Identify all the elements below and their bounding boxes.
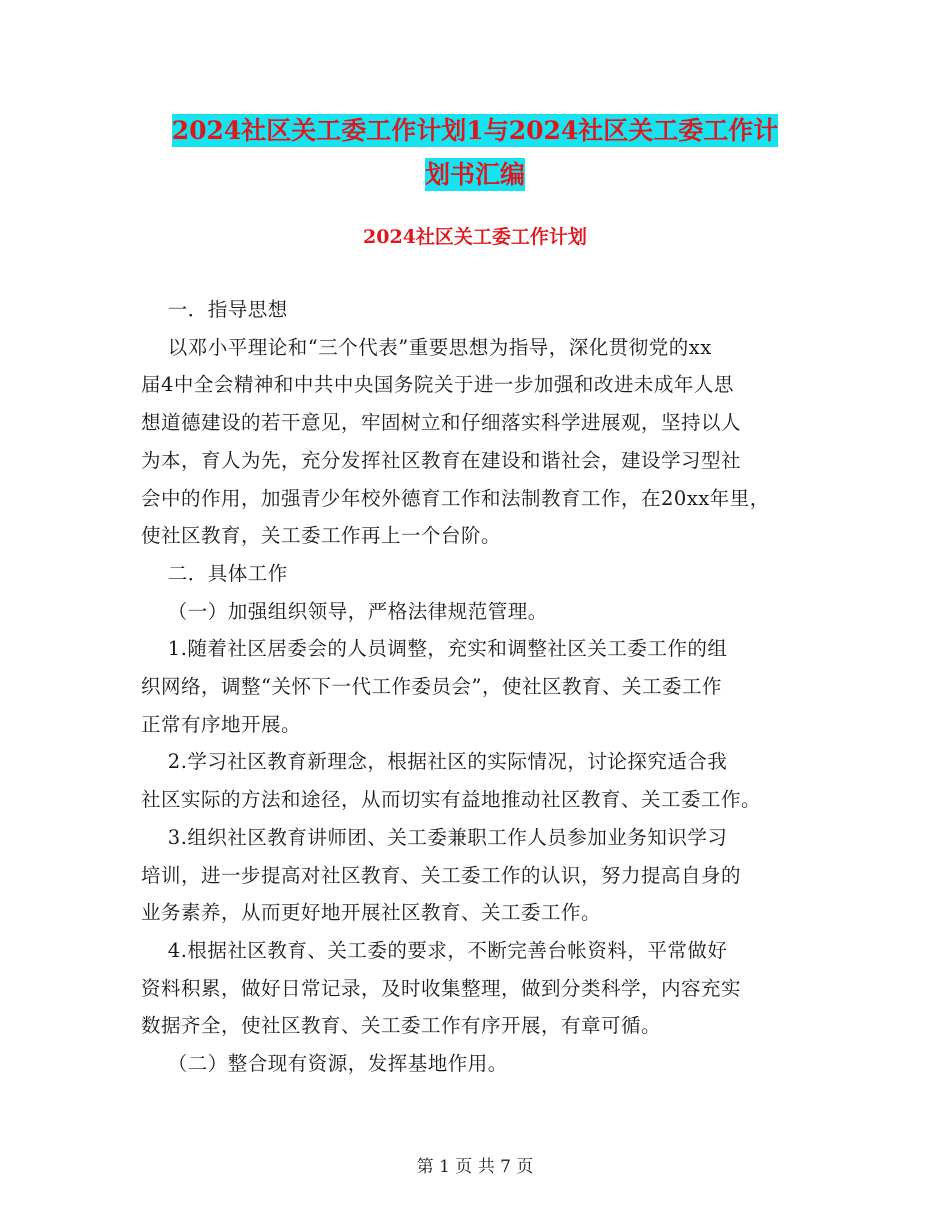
title-highlight: 划书汇编 — [424, 160, 525, 189]
body-line: 业务素养，从而更好地开展社区教育、关工委工作。 — [141, 901, 602, 925]
body-line: 培训，进一步提高对社区教育、关工委工作的认识，努力提高自身的 — [141, 863, 742, 887]
document-body — [141, 291, 821, 1083]
section-title: 2024社区关工委工作计划 — [363, 226, 587, 248]
body-line: （二）整合现有资源，发挥基地作用。 — [141, 1052, 508, 1076]
body-line: 1.随着社区居委会的人员调整，充实和调整社区关工委工作的组 — [141, 637, 728, 661]
body-line: 2.学习社区教育新理念，根据社区的实际情况，讨论探究适合我 — [141, 750, 728, 774]
page-number: 第 1 页 共 7 页 — [416, 1157, 534, 1177]
body-line: 想道德建设的若干意见，牢固树立和仔细落实科学进展观，坚持以人 — [141, 411, 742, 435]
body-line: 4.根据社区教育、关工委的要求，不断完善台帐资料，平常做好 — [141, 938, 728, 962]
title-highlight: 2024社区关工委工作计划1与2024社区关工委工作计 — [171, 116, 779, 145]
document-title-line-1 — [0, 108, 950, 154]
body-line: 会中的作用，加强青少年校外德育工作和法制教育工作，在20xx年里， — [141, 486, 770, 510]
body-line: 使社区教育，关工委工作再上一个台阶。 — [141, 524, 502, 548]
body-line: 正常有序地开展。 — [141, 712, 302, 736]
document-title-line-2 — [0, 152, 950, 198]
body-line: 为本，育人为先，充分发挥社区教育在建设和谐社会，建设学习型社 — [141, 448, 742, 472]
body-line: 二．具体工作 — [141, 561, 288, 585]
body-line: 织网络，调整“关怀下一代工作委员会”，使社区教育、关工委工作 — [141, 675, 722, 699]
body-line: 一．指导思想 — [141, 298, 288, 321]
body-line: 3.组织社区教育讲师团、关工委兼职工作人员参加业务知识学习 — [141, 825, 728, 849]
body-line: 资料积累，做好日常记录，及时收集整理，做到分类科学，内容充实 — [141, 976, 742, 1000]
body-line: （一）加强组织领导，严格法律规范管理。 — [141, 599, 548, 623]
body-line: 数据齐全，使社区教育、关工委工作有序开展，有章可循。 — [141, 1014, 662, 1038]
body-line: 社区实际的方法和途径，从而切实有益地推动社区教育、关工委工作。 — [141, 788, 762, 812]
body-line: 届4中全会精神和中共中央国务院关于进一步加强和改进未成年人思 — [141, 373, 734, 397]
body-line: 以邓小平理论和“三个代表”重要思想为指导，深化贯彻党的xx — [141, 335, 712, 359]
